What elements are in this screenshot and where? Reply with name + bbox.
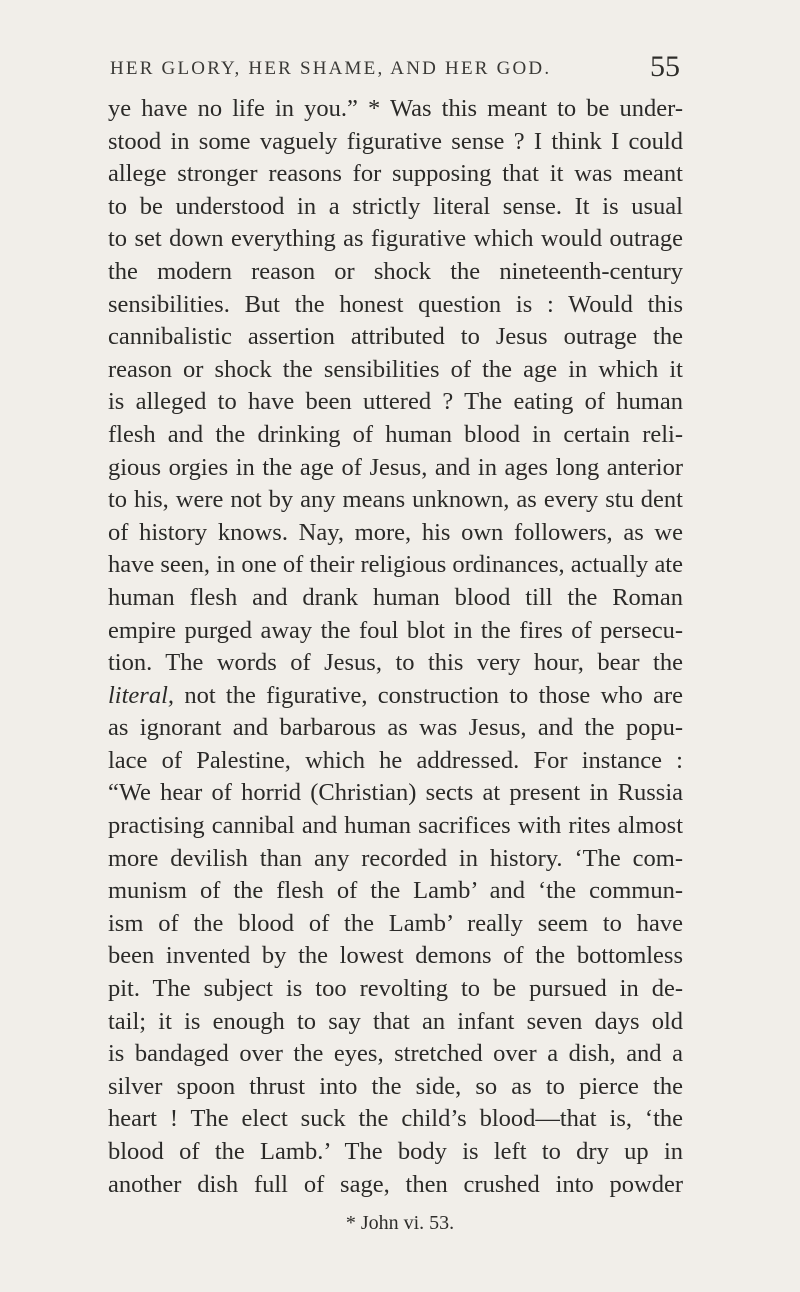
text-line: tail; it is enough to say that an infant seven days old xyxy=(108,1007,683,1035)
running-title: HER GLORY, HER SHAME, AND HER GOD. xyxy=(110,58,552,79)
text-line: stood in some vaguely figurative sense ? I think I could xyxy=(108,127,683,155)
text-line: sensibilities. But the honest question is : Would this xyxy=(108,290,683,318)
text-line: reason or shock the sensibilities of the age in which it xyxy=(108,355,683,383)
text-line: lace of Palestine, which he addressed. For instance : xyxy=(108,746,683,774)
running-head xyxy=(110,48,680,88)
text-line: is alleged to have been uttered ? The eating of human xyxy=(108,388,683,416)
footnote: * John vi. 53. xyxy=(345,1212,455,1234)
text-line: have seen, in one of their religious ordinances, actually ate xyxy=(108,551,683,579)
text-line: munism of the flesh of the Lamb’ and ‘the commun- xyxy=(108,877,683,905)
text-line: “We hear of horrid (Christian) sects at present in Russia xyxy=(108,779,683,807)
body-text xyxy=(108,93,683,1201)
text-line: cannibalistic assertion attributed to Jesus outrage the xyxy=(108,323,683,351)
italic-word: literal, xyxy=(108,681,175,709)
text-line: another dish full of sage, then crushed into powder xyxy=(108,1170,683,1198)
text-line: to set down everything as figurative which would outrage xyxy=(108,225,683,253)
text-line: the modern reason or shock the nineteenth-century xyxy=(108,257,683,285)
text-line: ye have no life in you.” * Was this meant to be under- xyxy=(108,95,683,122)
text-line: gious orgies in the age of Jesus, and in ages long anterior xyxy=(108,453,683,481)
text-line: to his, were not by any means unknown, as every stu dent xyxy=(108,486,683,514)
text-line: blood of the Lamb.’ The body is left to dry up in xyxy=(108,1138,683,1165)
text-line: is bandaged over the eyes, stretched over a dish, and a xyxy=(108,1040,683,1068)
text-line: as ignorant and barbarous as was Jesus, and the popu- xyxy=(108,714,683,742)
text-line: ism of the blood of the Lamb’ really seem to have xyxy=(108,909,683,937)
text-line: silver spoon thrust into the side, so as to pierce the xyxy=(108,1072,683,1100)
text-line: practising cannibal and human sacrifices with rites almost xyxy=(108,812,683,840)
text-line: more devilish than any recorded in history. ‘The com- xyxy=(108,844,683,872)
text-line: flesh and the drinking of human blood in certain reli- xyxy=(108,420,683,448)
text-line: pit. The subject is too revolting to be pursued in de- xyxy=(108,975,683,1003)
text-line-italic xyxy=(108,680,683,713)
text-line: been invented by the lowest demons of the bottomless xyxy=(108,942,683,970)
text-line: of history knows. Nay, more, his own followers, as we xyxy=(108,518,683,546)
page-number: 55 xyxy=(650,50,680,83)
text-line: heart ! The elect suck the child’s blood—that is, ‘the xyxy=(108,1105,683,1133)
text-line: human flesh and drank human blood till the Roman xyxy=(108,583,683,611)
text-line: allege stronger reasons for supposing that it was meant xyxy=(108,160,683,188)
line-remainder: not the figurative, construction to those who are xyxy=(174,681,683,709)
text-line: empire purged away the foul blot in the fires of persecu- xyxy=(108,616,683,644)
text-line: tion. The words of Jesus, to this very hour, bear the xyxy=(108,649,683,677)
text-line: to be understood in a strictly literal sense. It is usual xyxy=(108,192,683,220)
